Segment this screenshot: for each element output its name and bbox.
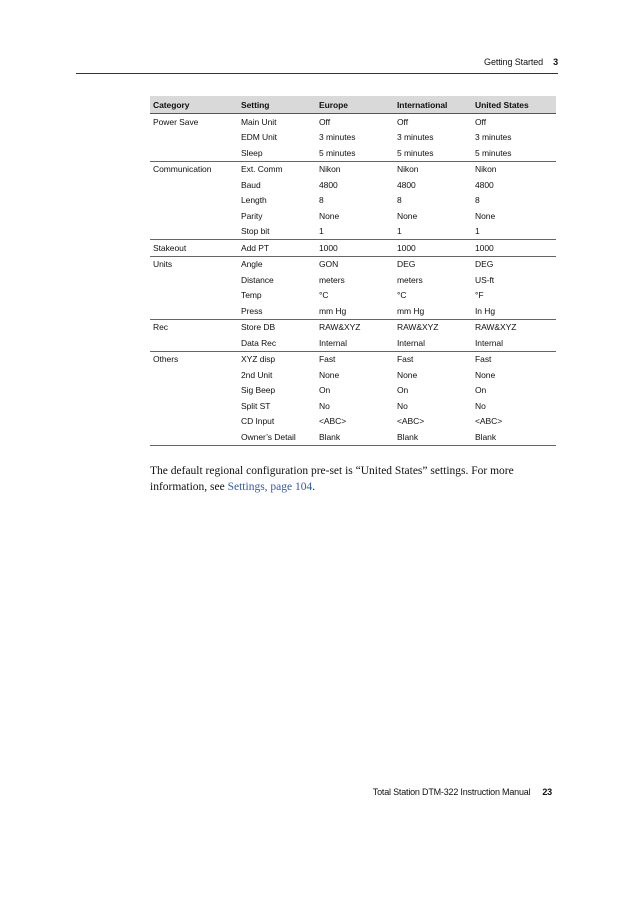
value-cell: Internal bbox=[397, 337, 425, 348]
value-cell: mm Hg bbox=[397, 305, 425, 316]
setting-cell: Stop bit bbox=[241, 226, 270, 237]
category-cell bbox=[150, 303, 238, 319]
column-header: United States bbox=[472, 96, 556, 114]
table-header-row bbox=[150, 96, 556, 114]
setting-cell: Sleep bbox=[241, 147, 263, 158]
value-cell: RAW&XYZ bbox=[316, 319, 394, 335]
setting-cell: Main Unit bbox=[238, 114, 316, 130]
setting-cell: Press bbox=[241, 305, 263, 316]
table-row bbox=[150, 193, 556, 209]
column-header: International bbox=[394, 96, 472, 114]
setting-cell: Split ST bbox=[241, 400, 271, 411]
value-cell: Nikon bbox=[394, 161, 472, 177]
category-cell bbox=[150, 193, 238, 209]
table-row bbox=[150, 383, 556, 399]
value-cell: 8 bbox=[475, 195, 480, 206]
column-header: Setting bbox=[238, 96, 316, 114]
value-cell: None bbox=[319, 210, 340, 221]
value-cell: °C bbox=[319, 290, 329, 301]
value-cell: 4800 bbox=[475, 179, 494, 190]
value-cell: 1 bbox=[319, 226, 324, 237]
setting-cell: Add PT bbox=[238, 240, 316, 257]
value-cell: None bbox=[397, 369, 418, 380]
value-cell: None bbox=[475, 210, 496, 221]
value-cell: 1000 bbox=[394, 240, 472, 257]
setting-cell: Baud bbox=[241, 179, 261, 190]
value-cell: 3 minutes bbox=[319, 132, 356, 143]
table-row bbox=[150, 130, 556, 146]
value-cell: 1000 bbox=[472, 240, 556, 257]
table-row bbox=[150, 303, 556, 319]
paragraph-end: . bbox=[312, 480, 316, 493]
setting-cell: Sig Beep bbox=[241, 385, 276, 396]
value-cell: RAW&XYZ bbox=[472, 319, 556, 335]
setting-cell: XYZ disp bbox=[238, 351, 316, 367]
setting-cell: EDM Unit bbox=[241, 132, 277, 143]
category-cell bbox=[150, 414, 238, 430]
column-header: Category bbox=[150, 96, 238, 114]
value-cell: DEG bbox=[394, 256, 472, 272]
table-row bbox=[150, 414, 556, 430]
value-cell: 5 minutes bbox=[475, 147, 512, 158]
value-cell: 8 bbox=[319, 195, 324, 206]
category-cell: Others bbox=[150, 351, 238, 367]
value-cell: <ABC> bbox=[319, 416, 347, 427]
table-row bbox=[150, 351, 556, 367]
value-cell: 4800 bbox=[319, 179, 338, 190]
table-row bbox=[150, 288, 556, 304]
value-cell: GON bbox=[316, 256, 394, 272]
value-cell: 1 bbox=[397, 226, 402, 237]
setting-cell: Ext. Comm bbox=[238, 161, 316, 177]
value-cell: On bbox=[475, 385, 487, 396]
category-cell bbox=[150, 335, 238, 351]
table-row bbox=[150, 256, 556, 272]
setting-cell: Store DB bbox=[238, 319, 316, 335]
category-cell: Rec bbox=[150, 319, 238, 335]
value-cell: On bbox=[397, 385, 409, 396]
table-row bbox=[150, 319, 556, 335]
value-cell: None bbox=[475, 369, 496, 380]
value-cell: Blank bbox=[316, 429, 394, 445]
value-cell: In Hg bbox=[475, 305, 496, 316]
header-chapter-number: 3 bbox=[553, 57, 558, 67]
settings-page-link[interactable]: Settings, page 104 bbox=[227, 480, 313, 493]
value-cell: meters bbox=[397, 274, 423, 285]
category-cell: Units bbox=[150, 256, 238, 272]
table-row bbox=[150, 398, 556, 414]
table-row bbox=[150, 272, 556, 288]
setting-cell: Owner’s Detail bbox=[238, 429, 316, 445]
value-cell: Internal bbox=[319, 337, 347, 348]
value-cell: °F bbox=[475, 290, 484, 301]
category-cell bbox=[150, 224, 238, 240]
setting-cell: Temp bbox=[241, 290, 262, 301]
value-cell: No bbox=[319, 400, 330, 411]
table-row bbox=[150, 177, 556, 193]
value-cell: Internal bbox=[475, 337, 503, 348]
value-cell: Blank bbox=[394, 429, 472, 445]
value-cell: No bbox=[475, 400, 486, 411]
value-cell: Nikon bbox=[472, 161, 556, 177]
body-paragraph bbox=[150, 463, 550, 495]
table-body bbox=[150, 114, 556, 446]
value-cell: Blank bbox=[472, 429, 556, 445]
value-cell: RAW&XYZ bbox=[394, 319, 472, 335]
category-cell: Power Save bbox=[150, 114, 238, 130]
table-row bbox=[150, 145, 556, 161]
value-cell: DEG bbox=[472, 256, 556, 272]
running-footer bbox=[373, 787, 552, 797]
running-header bbox=[76, 57, 558, 74]
setting-cell: Length bbox=[241, 195, 267, 206]
setting-cell: Distance bbox=[241, 274, 274, 285]
paragraph-text: The default regional configuration pre-set is “United States” settings. For more information, see bbox=[150, 464, 514, 493]
value-cell: 3 minutes bbox=[397, 132, 434, 143]
table-row bbox=[150, 367, 556, 383]
value-cell: On bbox=[319, 385, 331, 396]
value-cell: <ABC> bbox=[475, 416, 503, 427]
value-cell: 5 minutes bbox=[319, 147, 356, 158]
value-cell: Off bbox=[316, 114, 394, 130]
category-cell bbox=[150, 145, 238, 161]
value-cell: US-ft bbox=[475, 274, 495, 285]
value-cell: Off bbox=[472, 114, 556, 130]
category-cell bbox=[150, 130, 238, 146]
value-cell: 5 minutes bbox=[397, 147, 434, 158]
setting-cell: Angle bbox=[238, 256, 316, 272]
value-cell: °C bbox=[397, 290, 407, 301]
table-row bbox=[150, 161, 556, 177]
category-cell bbox=[150, 208, 238, 224]
setting-cell: Parity bbox=[241, 210, 263, 221]
category-cell: Stakeout bbox=[150, 240, 238, 257]
table-row bbox=[150, 335, 556, 351]
category-cell: Communication bbox=[150, 161, 238, 177]
value-cell: Fast bbox=[472, 351, 556, 367]
category-cell bbox=[150, 383, 238, 399]
header-section-title: Getting Started bbox=[484, 57, 544, 67]
value-cell: None bbox=[397, 210, 418, 221]
category-cell bbox=[150, 177, 238, 193]
regional-settings-table bbox=[150, 96, 556, 446]
value-cell: <ABC> bbox=[397, 416, 425, 427]
value-cell: meters bbox=[319, 274, 345, 285]
footer-page-number: 23 bbox=[542, 787, 552, 797]
value-cell: 3 minutes bbox=[475, 132, 512, 143]
value-cell: Nikon bbox=[316, 161, 394, 177]
setting-cell: Data Rec bbox=[241, 337, 277, 348]
table-row bbox=[150, 429, 556, 445]
header-text bbox=[484, 57, 558, 67]
value-cell: None bbox=[319, 369, 340, 380]
table-row bbox=[150, 224, 556, 240]
value-cell: Off bbox=[394, 114, 472, 130]
category-cell bbox=[150, 288, 238, 304]
category-cell bbox=[150, 367, 238, 383]
footer-title: Total Station DTM-322 Instruction Manual bbox=[372, 787, 531, 797]
category-cell bbox=[150, 398, 238, 414]
setting-cell: CD Input bbox=[241, 416, 275, 427]
value-cell: 1000 bbox=[316, 240, 394, 257]
category-cell bbox=[150, 429, 238, 445]
value-cell: Fast bbox=[316, 351, 394, 367]
setting-cell: 2nd Unit bbox=[241, 369, 273, 380]
table-row bbox=[150, 240, 556, 257]
table-row bbox=[150, 114, 556, 130]
value-cell: mm Hg bbox=[319, 305, 347, 316]
value-cell: 1 bbox=[475, 226, 480, 237]
value-cell: No bbox=[397, 400, 408, 411]
value-cell: 8 bbox=[397, 195, 402, 206]
value-cell: Fast bbox=[394, 351, 472, 367]
table-row bbox=[150, 208, 556, 224]
column-header: Europe bbox=[316, 96, 394, 114]
value-cell: 4800 bbox=[397, 179, 416, 190]
category-cell bbox=[150, 272, 238, 288]
